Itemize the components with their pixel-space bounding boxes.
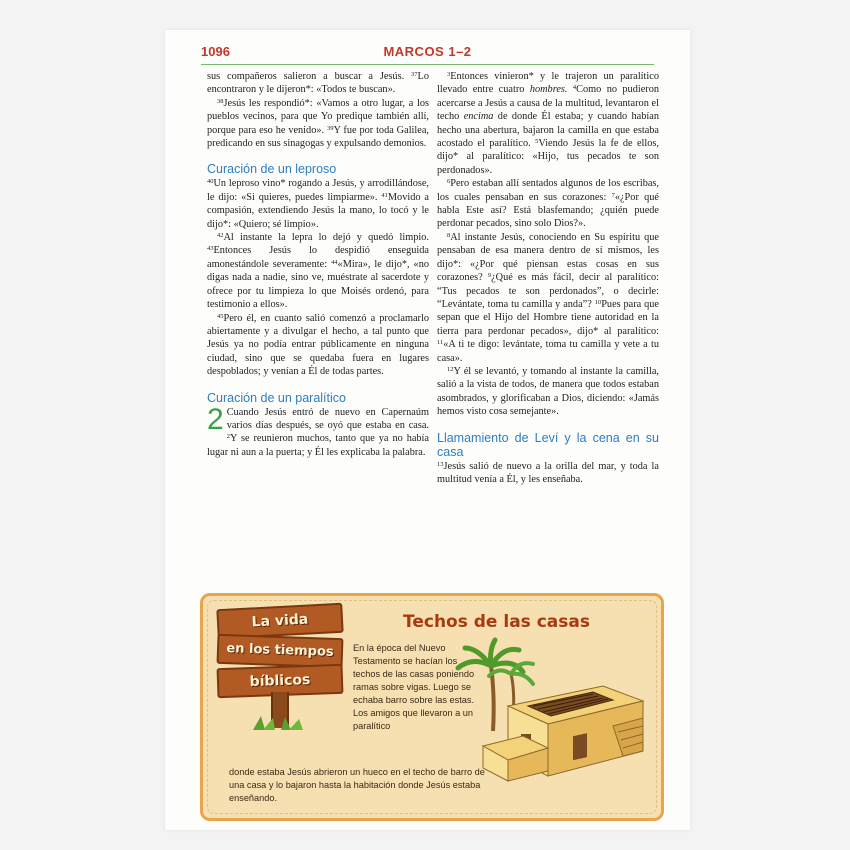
verse-paragraph (207, 70, 429, 97)
verse-number: 41 (381, 191, 388, 199)
verse-number: 3 (447, 71, 451, 78)
verse-paragraph (207, 97, 429, 151)
verse-text: Entonces vinieron* y le trajeron un paralítico llevado entre cuatro (437, 71, 659, 96)
sign-board: en los tiempos (217, 634, 344, 668)
verse-text: Pero él, en cuanto salió comenzó a proclamarlo abiertamente y a divulgar el hecho, a tal punto que Jesús ya no podía entrar públicamente en ninguna ciudad, sino que se quedaba fuera en lugares despoblados; y venían a Él de todas partes. (207, 312, 429, 378)
verse-text: Entonces Jesús lo despidió enseguida amonestándole severamente: (207, 245, 429, 270)
verse-number: 38 (217, 97, 224, 105)
verse-number: 4 (572, 84, 577, 92)
verse-number: 44 (331, 258, 338, 266)
running-head: MARCOS 1–2 (383, 44, 472, 59)
verse-text: Y fue por toda Galilea, predicando en sus sinagogas y expulsando demonios. (207, 124, 429, 150)
verse-paragraph (207, 231, 429, 311)
verse-text: «Mira», le dijo*, «no digas nada a nadie, sino ve, muéstrate al sacerdote y ofrece por tu limpieza lo que Moisés ordenó, para testimonio a ellos». (207, 258, 429, 311)
verse-text: Pues para que sepan que el Hijo del Hombre tiene autoridad en la tierra para perdonar pecados», dijo* al paralítico: (437, 298, 659, 337)
verse-number: 43 (207, 245, 214, 253)
verse-text: Jesús salió de nuevo a la orilla del mar, y toda la multitud venía a Él, y les enseñaba. (437, 460, 659, 485)
verse-text: de donde Él estaba; y cuando habían hecho una abertura, bajaron la camilla en que estaba acostado el paralítico. (437, 111, 659, 150)
verse-paragraph (207, 312, 429, 379)
grass-icon (251, 714, 305, 730)
verse-text: Lo encontraron y le dijeron*: «Todos te buscan». (207, 71, 429, 96)
left-column (207, 70, 429, 459)
verse-number: 45 (217, 312, 224, 320)
verse-number: 37 (411, 71, 418, 78)
verse-text-italic: encima (463, 111, 494, 123)
verse-text: «A ti te digo: levántate, toma tu camilla y vete a tu casa». (437, 339, 659, 364)
verse-number: 39 (326, 124, 334, 132)
page-number: 1096 (201, 44, 230, 59)
verse-text: Un leproso vino* rogando a Jesús, y arrodillándose, le dijo: «Si quieres, puedes limpiarme». (207, 178, 429, 203)
verse-paragraph (437, 365, 659, 419)
section-heading: Curación de un leproso (207, 162, 337, 177)
verse-text: Jesús les respondió*: «Vamos a otro lugar, a los pueblos vecinos, para que Yo predique también allí, porque para eso he venido». (207, 97, 429, 136)
chapter-number: 2 (207, 402, 224, 436)
verse-text: sus compañeros salieron a buscar a Jesús. (207, 71, 405, 82)
sidebar-title: Techos de las casas (403, 612, 590, 632)
verse-paragraph (437, 70, 659, 177)
section-heading: Llamamiento de Leví y la cena en su casa (437, 430, 659, 459)
verse-paragraph (207, 177, 429, 231)
verse-number: 8 (447, 231, 451, 239)
verse-text: Al instante la lepra lo dejó y quedó limpio. (223, 232, 429, 244)
verse-text: Movido a compasión, extendiendo Jesús la mano, lo tocó y le dijo*: «Quiero; sé limpio». (207, 191, 429, 230)
page-header (201, 42, 654, 65)
right-column (437, 70, 659, 486)
verse-text: Como no pudieron acercarse a Jesús a causa de la multitud, levantaron el techo (437, 84, 660, 123)
verse-number: 10 (594, 298, 602, 306)
verse-text: Y él se levantó, y tomando al instante la camilla, salió a la vista de todos, de manera que todos estaban asombrados, y glorificaban a Dios, diciendo: «Jamás hemos visto cosa semejante». (437, 365, 659, 418)
verse-text: Y se reunieron muchos, tanto que ya no había lugar ni aun a la puerta; y Él les explicaba la palabra. (207, 433, 429, 458)
verse-text: ¿Qué es más fácil, decir al paralítico: “Tus pecados te son perdonados”, o decirle: “Levántate, toma tu camilla y anda”? (437, 272, 659, 310)
verse-number: 12 (447, 365, 454, 373)
verse-text: Viendo Jesús la fe de ellos, dijo* al paralítico: «Hijo, tus pecados te son perdonados». (437, 138, 659, 176)
verse-number: 9 (487, 272, 492, 280)
verse-text: Pero estaban allí sentados algunos de los escribas, los cuales pensaban en sus corazones: (437, 178, 659, 203)
section-heading: Curación de un paralítico (207, 390, 346, 405)
verse-number: 2 (226, 433, 230, 441)
verse-number: 6 (447, 178, 451, 186)
sidebar-box (200, 593, 664, 821)
verse-number: 13 (437, 460, 444, 468)
verse-number: 40 (207, 178, 214, 186)
verse-number: 5 (535, 138, 539, 146)
house-illustration (453, 636, 653, 786)
verse-text: «¿Por qué habla Este así? Está blasfemando; ¿quién puede perdonar pecados, sino solo Dios?». (437, 191, 660, 230)
verse-paragraph (437, 460, 659, 487)
verse-text-italic: hombres. (529, 84, 568, 96)
verse-number: 11 (437, 339, 444, 347)
sidebar-text: En la época del Nuevo Testamento se hacían los techos de las casas poniendo ramas sobre vigas. Luego se echaba barro sobre las estas. Los amigos que llevaron a un paralítico (353, 643, 475, 731)
verse-number: 42 (217, 232, 224, 240)
verse-paragraph (437, 231, 659, 365)
verse-text: Cuando Jesús entró de nuevo en Capernaúm varios días después, se oyó que estaba en casa. (226, 406, 429, 431)
verse-number: 7 (611, 191, 615, 199)
sign-board: bíblicos (217, 664, 344, 698)
verse-paragraph (207, 402, 429, 460)
verse-text: Al instante Jesús, conociendo en Su espíritu que pensaban de esa manera dentro de sí mismos, les dijo*: «¿Por qué piensan estas cosas en sus corazones? (437, 231, 659, 284)
bible-page (165, 30, 690, 830)
sign-board: La vida (216, 603, 343, 640)
wooden-sign-illustration (217, 606, 342, 726)
sidebar-text: donde estaba Jesús abrieron un hueco en el techo de barro de una casa y lo bajaron hasta la habitación donde Jesús estaba enseñando. (229, 767, 485, 803)
verse-paragraph (437, 177, 659, 231)
